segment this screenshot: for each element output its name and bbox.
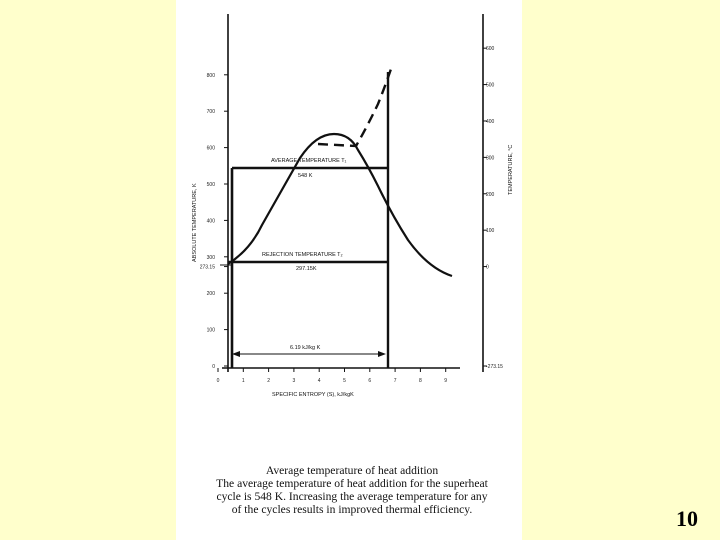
x-tick-label: 7 [393,378,397,384]
average-temperature-label: AVERAGE TEMPERATURE T₁ [271,158,347,164]
arrow-head-right [378,351,386,357]
rejection-temperature-label: REJECTION TEMPERATURE T₂ [262,252,343,258]
caption-line-3: cycle is 548 K. Increasing the average temperature for any [216,490,488,503]
rejection-temperature-value: 297.15K [296,266,317,272]
left-tick-label: 100 [206,327,215,334]
left-tick-label: 600 [206,145,215,152]
caption-line-2: The average temperature of heat addition for the superheat [216,477,488,490]
x-tick-label: 1 [241,378,245,384]
x-tick-label: 8 [419,378,422,384]
left-tick-label: 273.15 [199,264,215,271]
right-tick-label: 200 [486,191,495,198]
right-axis-title: TEMPERATURE, °C [508,144,514,195]
left-tick-label: 800 [206,72,215,79]
right-tick-label: 400 [486,118,495,125]
x-tick-label: 4 [317,378,321,384]
right-tick-label: 100 [486,228,495,235]
caption-line-4: of the cycles results in improved thermal efficiency. [231,503,473,516]
slide-number: 10 [676,506,698,531]
left-tick-label: 200 [206,291,215,298]
left-tick-label: 0 [212,364,215,370]
left-tick-label: 400 [206,218,215,225]
entropy-span-label: 6.19 kJ/kg K [290,345,321,351]
right-tick-label: 0 [486,264,489,271]
left-tick-label: 300 [206,254,215,261]
right-tick-label: 300 [486,155,495,162]
x-tick-label: 2 [267,378,270,384]
x-axis-title: SPECIFIC ENTROPY (S), kJ/kgK [272,392,354,398]
right-tick-label: 500 [486,82,495,89]
x-tick-label: 6 [368,378,372,384]
left-tick-labels [200,73,228,370]
x-tick-label: 3 [292,378,296,384]
left-tick-label: 700 [206,109,215,116]
caption-title: Average temperature of heat addition [265,464,439,477]
right-tick-labels [483,46,503,370]
left-axis-title: ABSOLUTE TEMPERATURE, K [192,183,198,262]
left-tick-label: 500 [206,182,215,188]
x-tick-labels [217,368,448,384]
right-tick-label: -273.15 [486,364,503,370]
figure-caption [202,464,502,516]
x-tick-label: 5 [343,378,346,384]
x-tick-label: 9 [444,378,448,384]
right-tick-label: 600 [486,46,495,53]
average-temperature-value: 548 K [298,173,313,179]
x-tick-label: 0 [216,378,220,384]
